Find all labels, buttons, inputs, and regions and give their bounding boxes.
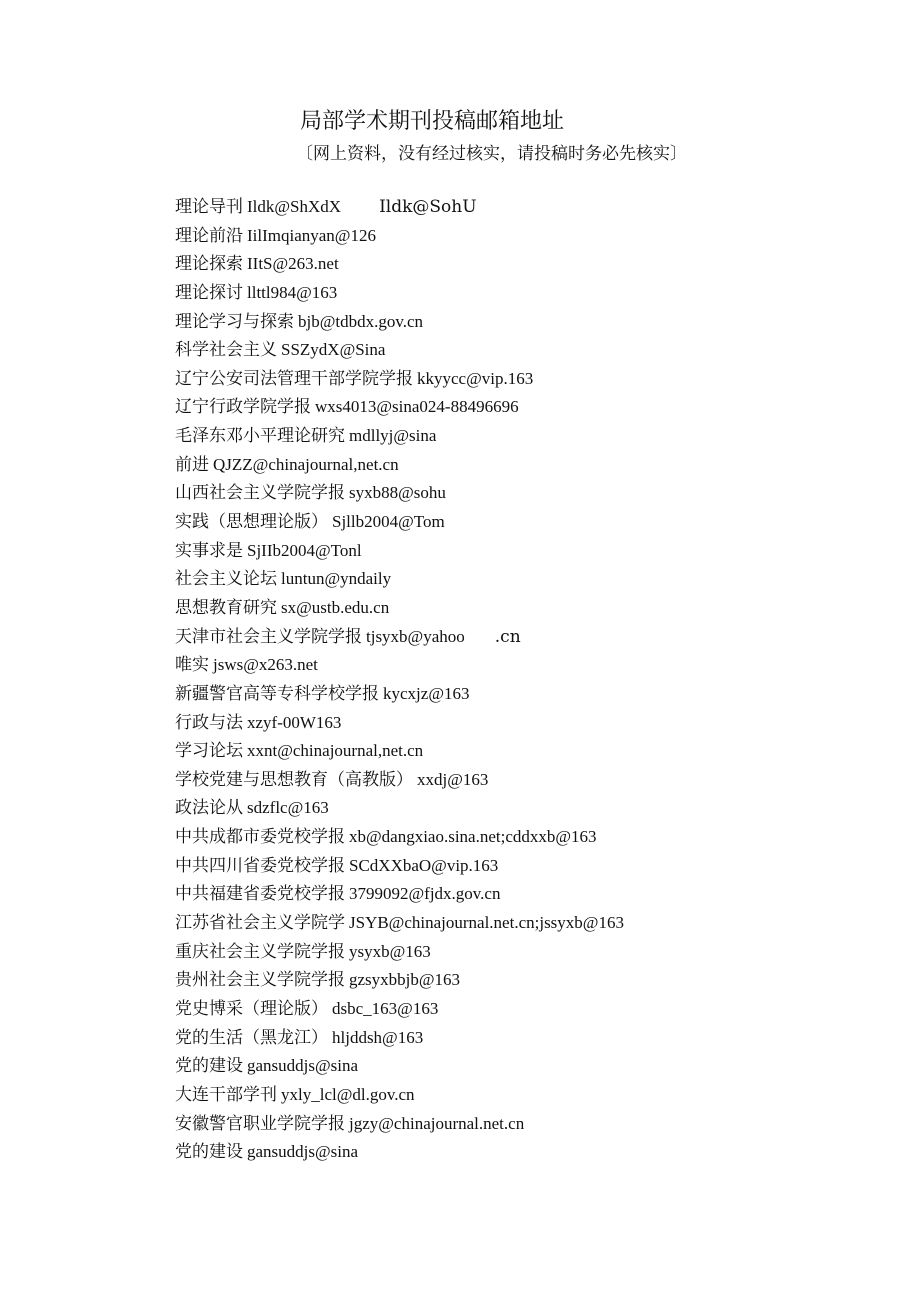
journal-name: 党的建设 xyxy=(175,1142,243,1163)
list-item xyxy=(175,222,895,251)
journal-email: SSZydX@Sina xyxy=(281,340,386,360)
journal-name: 行政与法 xyxy=(175,712,243,733)
journal-name: 天津市社会主义学院学报 xyxy=(175,626,362,647)
list-item xyxy=(175,193,895,222)
journal-email-secondary: .cn xyxy=(494,626,521,647)
journal-name: 辽宁行政学院学报 xyxy=(175,397,311,418)
list-item xyxy=(175,651,895,680)
journal-email: gzsyxbbjb@163 xyxy=(349,970,461,990)
journal-email: IilImqianyan@126 xyxy=(247,225,376,245)
list-item xyxy=(175,594,895,623)
list-item xyxy=(175,709,895,738)
list-item xyxy=(175,966,895,995)
journal-name: 大连干部学刊 xyxy=(175,1084,277,1105)
journal-name: 党的建设 xyxy=(175,1056,243,1077)
journal-name: 毛泽东邓小平理论研究 xyxy=(175,426,345,447)
journal-name: 学习论坛 xyxy=(175,741,243,762)
journal-email: sx@ustb.edu.cn xyxy=(281,597,390,617)
journal-email: yxly_lcl@dl.gov.cn xyxy=(281,1084,415,1104)
list-item xyxy=(175,1138,895,1167)
journal-name: 学校党建与思想教育（高教版） xyxy=(175,769,413,790)
journal-name: 科学社会主义 xyxy=(175,340,277,361)
list-item xyxy=(175,365,895,394)
journal-email: mdllyj@sina xyxy=(349,426,437,446)
journal-email: IItS@263.net xyxy=(247,254,339,274)
journal-email: tjsyxb@yahoo xyxy=(366,626,465,646)
journal-name: 实践（思想理论版） xyxy=(175,512,328,533)
list-item xyxy=(175,308,895,337)
list-item xyxy=(175,479,895,508)
list-item xyxy=(175,794,895,823)
list-item xyxy=(175,680,895,709)
journal-email: jsws@x263.net xyxy=(213,655,318,675)
journal-name: 实事求是 xyxy=(175,540,243,561)
list-item xyxy=(175,565,895,594)
list-item xyxy=(175,938,895,967)
list-item xyxy=(175,1081,895,1110)
journal-name: 理论探索 xyxy=(175,254,243,275)
journal-name: 理论探讨 xyxy=(175,282,243,303)
list-item xyxy=(175,823,895,852)
journal-email-secondary: Ildk@SohU xyxy=(379,197,477,217)
journal-email: wxs4013@sina024-88496696 xyxy=(315,397,519,417)
journal-email: dsbc_163@163 xyxy=(332,998,439,1018)
journal-name: 重庆社会主义学院学报 xyxy=(175,941,345,962)
journal-email: kkyycc@vip.163 xyxy=(417,368,534,388)
list-item xyxy=(175,336,895,365)
journal-email: gansuddjs@sina xyxy=(247,1142,359,1162)
journal-name: 贵州社会主义学院学报 xyxy=(175,970,345,991)
document-note: 〔网上资料，没有经过核实，请投稿时务必先核实〕 xyxy=(296,144,687,164)
journal-name: 理论前沿 xyxy=(175,225,243,246)
journal-name: 理论导刊 xyxy=(175,197,243,217)
journal-email: llttl984@163 xyxy=(247,282,338,302)
list-item xyxy=(175,422,895,451)
list-item xyxy=(175,766,895,795)
document-title: 局部学术期刊投稿邮箱地址 xyxy=(300,109,565,134)
journal-email: SCdXXbaO@vip.163 xyxy=(349,855,499,875)
list-item xyxy=(175,995,895,1024)
journal-email: gansuddjs@sina xyxy=(247,1056,359,1076)
journal-email: Sjllb2004@Tom xyxy=(332,512,445,532)
journal-name: 党的生活（黑龙江） xyxy=(175,1027,328,1048)
journal-name: 安徽警官职业学院学报 xyxy=(175,1113,345,1134)
journal-email: bjb@tdbdx.gov.cn xyxy=(298,311,424,331)
list-item xyxy=(175,537,895,566)
journal-name: 山西社会主义学院学报 xyxy=(175,483,345,504)
journal-email: kycxjz@163 xyxy=(383,683,470,703)
journal-email: JSYB@chinajournal.net.cn;jssyxb@163 xyxy=(349,913,624,933)
list-item xyxy=(175,623,895,652)
journal-email: jgzy@chinajournal.net.cn xyxy=(349,1113,525,1133)
journal-email: syxb88@sohu xyxy=(349,483,446,503)
journal-email: Ildk@ShXdX xyxy=(247,197,342,216)
journal-email: SjIIb2004@Tonl xyxy=(247,540,362,560)
journal-name: 理论学习与探索 xyxy=(175,311,294,332)
journal-email: luntun@yndaily xyxy=(281,569,392,589)
journal-name: 政法论从 xyxy=(175,798,243,819)
list-item xyxy=(175,1024,895,1053)
journal-email: xb@dangxiao.sina.net;cddxxb@163 xyxy=(349,827,597,847)
list-item xyxy=(175,250,895,279)
list-item xyxy=(175,451,895,480)
journal-name: 前进 xyxy=(175,454,209,475)
journal-email: xzyf-00W163 xyxy=(247,712,342,732)
journal-name: 唯实 xyxy=(175,655,209,676)
journal-name: 社会主义论坛 xyxy=(175,569,277,590)
journal-name: 党史博采（理论版） xyxy=(175,998,328,1019)
journal-name: 辽宁公安司法管理干部学院学报 xyxy=(175,368,413,389)
journal-email: QJZZ@chinajournal,net.cn xyxy=(213,454,399,474)
journal-email: ysyxb@163 xyxy=(349,941,431,961)
journal-name: 思想教育研究 xyxy=(175,597,277,618)
list-item xyxy=(175,508,895,537)
journal-email: 3799092@fjdx.gov.cn xyxy=(349,884,501,904)
journal-name: 中共福建省委党校学报 xyxy=(175,884,345,905)
journal-name: 江苏省社会主义学院学 xyxy=(175,913,345,934)
journal-name: 中共四川省委党校学报 xyxy=(175,855,345,876)
list-item xyxy=(175,737,895,766)
list-item xyxy=(175,880,895,909)
list-item xyxy=(175,852,895,881)
list-item xyxy=(175,1110,895,1139)
list-item xyxy=(175,279,895,308)
journal-email: xxnt@chinajournal,net.cn xyxy=(247,741,424,761)
list-item xyxy=(175,1052,895,1081)
journal-email: xxdj@163 xyxy=(417,769,489,789)
journal-name: 新疆警官高等专科学校学报 xyxy=(175,683,379,704)
journal-email: sdzflc@163 xyxy=(247,798,329,818)
journal-name: 中共成都市委党校学报 xyxy=(175,827,345,848)
journal-email-list xyxy=(175,193,895,1167)
list-item xyxy=(175,393,895,422)
journal-email: hljddsh@163 xyxy=(332,1027,424,1047)
list-item xyxy=(175,909,895,938)
